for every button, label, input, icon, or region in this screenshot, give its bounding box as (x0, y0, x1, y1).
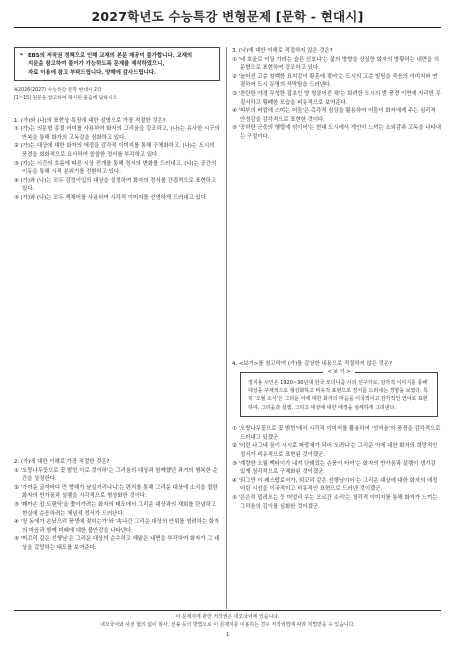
question-2 (14, 458, 220, 553)
question-4-option-2[interactable]: ② '어린 나그네 꿈이 시시로 파랑새가 되어 오려니'는 그리운 이에 대한 화자의 희망적인 정서가 비유적으로 표현된 것이겠군. (232, 443, 438, 458)
right-column (232, 47, 442, 510)
notice-text-1: EBS의 저작권 정책으로 인해 교재의 본문 제공이 불가합니다. 교재의 (28, 53, 193, 59)
notice-text-2: 지문을 참고하여 풀이가 가능하도록 문제를 제작하였으니, (28, 61, 165, 68)
source-line-2: [1~15] 원문을 참고하여 제시된 물음에 답하시오. (14, 95, 119, 101)
question-4-option-5[interactable]: ⑤ '은은히 멀려오는 듯 머얼리 우는 오르간 소리'는 청각적 이미지를 통해 화자가 느끼는 그리움의 깊이를 심화한 것이겠군. (232, 494, 438, 510)
question-2-option-3[interactable]: ③ '꽤까손 잡 트랜딕'을 쫓아가려는 화자의 태도에서 그리운 대상과의 재회를 단념하고 현실에 순응하려는 체념적 정서가 드러난다. (14, 501, 216, 517)
copyright-footer (0, 613, 455, 629)
title-rule (14, 27, 441, 28)
question-4-option-4[interactable]: ④ '퇴그만 이 레스탑로서가, 퇴꼬리 같은 선행님이어'는 그리운 대상에 대한 화자의 애정 어린 시선을 이국적이고 비유적인 표현으로 드러낸 것이겠군. (232, 477, 438, 493)
footer-rule (14, 610, 441, 611)
question-2-option-1[interactable]: ① '오랑나무꽃으로 꽃 밝힌 이로 것이하'는 그리움의 대상과 함께했던 과거의 행복한 순간을 상징한다. (14, 467, 218, 483)
question-2-option-5[interactable]: ⑤ '찌꼬리 같은 선행님'은 그리운 대상의 순수하고 해맑은 내면을 부각하여 화자가 그 대상을 갈망하는 태도를 보여준다. (14, 536, 220, 551)
page-title: 2027학년도 수능특강 변형문제 [문학 - 현대시] (91, 9, 364, 24)
notice-text-3: 자료 이용에 참고 부탁드립니다. 양해에 감사드립니다. (28, 69, 157, 76)
footer-line-2: 네오국어와 사전 협의 없이 복사, 전송 등의 방법으로 이 문제지를 이용하는 경우 저작권법에 따라 처벌받을 수 있습니다. (100, 622, 355, 628)
footer-line-1: 이 문제지에 관한 저작권은 네오국어에 있습니다. (175, 614, 280, 620)
column-divider (226, 47, 227, 609)
question-2-option-2[interactable]: ② '가여운 글자마다 먼 향해가 남실거리나니'는 편지를 통해 그리운 대상에 소식을 접한 화자의 반가움과 설렘을 시각적으로 형상화한 것이다. (14, 484, 218, 500)
question-4-options (232, 425, 442, 511)
question-1-option-2[interactable]: ② (가)는 대상에 대한 화자의 애정을 감각적 이미지를 통해 구체화하고, (나)는 도시의 풍경을 회화적으로 묘사하여 쓸쓸한 정서를 부각하고 있다. (14, 143, 215, 158)
left-column (14, 47, 220, 551)
copyright-notice (14, 47, 220, 81)
question-4 (232, 360, 442, 511)
question-1-option-1[interactable]: ① (가)는 의문형 종결 어미를 사용하여 화자의 그리움을 강조하고, (나)는 유사한 시구의 반복을 통해 화자의 고독감을 심화하고 있다. (14, 126, 220, 141)
source-line-1: ※2026(2027) 수능특강 문학 현대시 2강 (14, 88, 102, 93)
question-4-option-1[interactable]: ① '오랑나무꽃으로 꽃 밝힌'에서 시각적 이미지를 활용하여 '섯여울'의 풍경을 감각적으로 드러내고 있겠군. (232, 426, 441, 441)
question-1-option-4[interactable]: ④ (가)와 (나)는 모두 감정이입의 대상을 설정하여 화자의 정서를 간접적으로 표현하고 있다. (14, 177, 217, 193)
question-2-stem: 2. (가)에 대한 이해로 가장 적절한 것은? (14, 459, 110, 465)
question-1-option-3[interactable]: ③ (가)는 시간의 흐름에 따른 시상 전개를 통해 정서의 변화를 드러내고, (나)는 공간의 이동을 통해 시적 분위기를 전환하고 있다. (14, 160, 217, 176)
page-number: 1 (225, 632, 230, 638)
question-4-option-3[interactable]: ③ '계량한 오월 맥타이가 내겨 단꿰었는 손풍이 터여'는 화자의 반가움과 설렘이 생기감 있게 청각적으로 구체화된 것이겠군. (232, 460, 436, 476)
bogi-box (240, 368, 438, 418)
question-3-stem: 3. (나)에 대한 이해로 적절하지 않은 것은? (232, 48, 333, 54)
question-2-option-4[interactable]: ④ '청 동에가 손났으리 풍생에 젖히는가'와 '속나간 그리운 대상의 안위를 염려하는 화자의 마음과 함께 미래에 대한 불안감을 나타낸다. (14, 519, 220, 534)
question-1-stem: 1. (가)와 (나)의 표현상 특징에 대한 설명으로 가장 적절한 것은? (14, 117, 166, 124)
question-1-option-5[interactable]: ⑤ (가)와 (나)는 모두 색채어를 사용하여 시각적 이미지를 선명하게 드러내고 있다. (14, 194, 208, 201)
notice-mark: * (20, 53, 23, 59)
question-3-option-2[interactable]: ② '늘어선 고층 창백한 묘석같이 황혼에 젖어'는 도시의 고층 빌딩을 죽음의 이미지와 연결하여 도시 문명의 삭막함을 드러낸다. (232, 73, 438, 89)
question-1 (14, 117, 220, 203)
question-4-stem: 4. <보기>를 참고하여 (가)를 감상한 내용으로 적절하지 않은 것은? (232, 361, 392, 367)
question-3-option-1[interactable]: ① '네 호올로 어딜 가라는 슬픈 신호냐'는 삶의 방향을 상실한 화자의 방황하는 내면을 의문형으로 표현하여 강조하고 있다. (232, 56, 440, 72)
notice-line (20, 52, 214, 60)
bogi-text: 정지용 시인은 1920~30년대 한국 모더니즘 시의 선구자로, 감각적 이미지를 통해 대상을 구체적으로 형상화하고 비유적 표현으로 정서를 드러내는 경향을 보였다. 특히 '오월 소식'은 그리운 이에 대한 화자의 마음을 이국적이고 감각적인 언어로 표현하여, 그리움과 설렘, 그리고 대상에 대한 애정을 섬세하게 그려낸다. (248, 379, 429, 411)
bogi-header: < 보 기 > (323, 369, 356, 375)
question-3-option-5[interactable]: ⑤ '공허한 군중의 행렬에 섞이어'는 현대 도시에서 개인이 느끼는 소외감과 고독을 나타내는 구절이다. (232, 125, 441, 140)
question-3-option-4[interactable]: ④ '피부의 바깥에 스미는 어둠'은 촉각적 심상을 활용하여 어둠이 화자에게 주는 심리적 안정감을 감각적으로 표현한 것이다. (232, 108, 436, 123)
question-3-option-3[interactable]: ③ '찬란한 야경 무성한 잡초인 양 헝클어진 채'는 화려한 도시의 밤 풍경 이면에 자리한 무질서하고 황폐한 모습을 비유적으로 보여준다. (232, 90, 441, 106)
source-info (14, 87, 220, 103)
question-3 (232, 47, 442, 142)
